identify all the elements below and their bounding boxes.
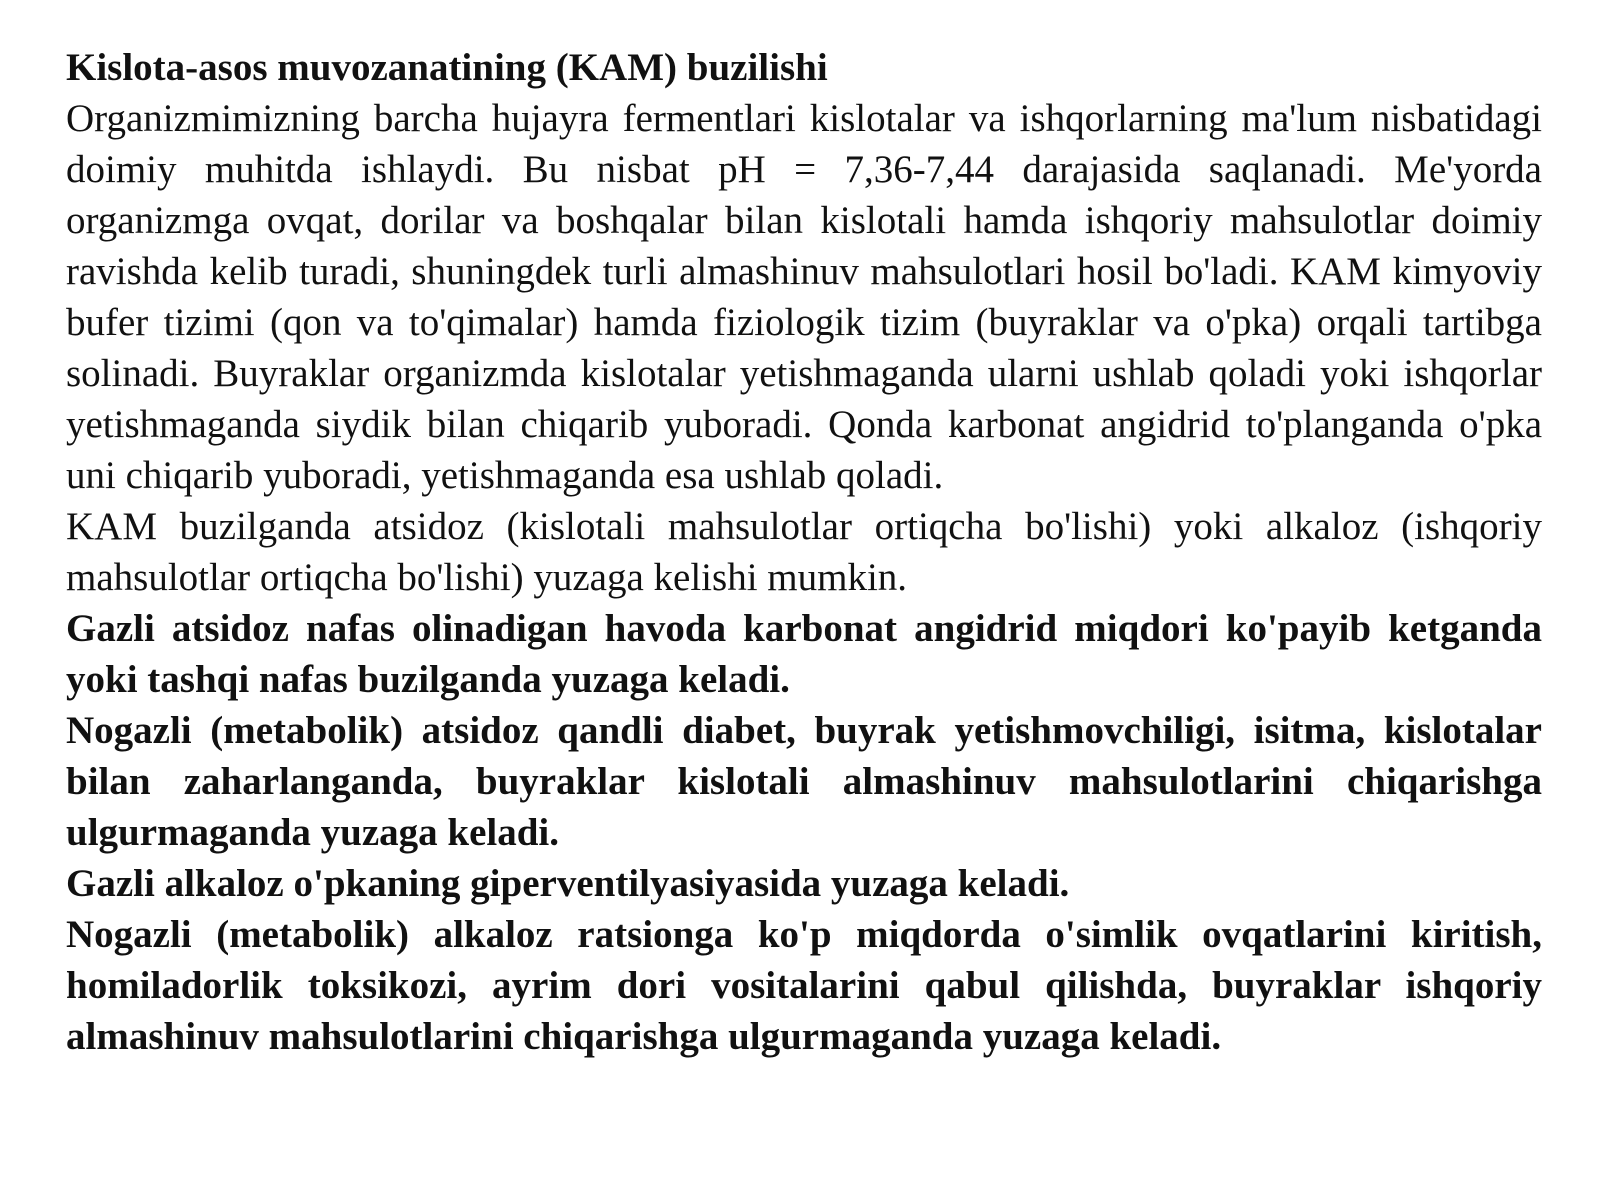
paragraph-gas-alkalosis: Gazli alkaloz o'pkaning giperventilyasiyasida yuzaga keladi. <box>66 862 1070 905</box>
paragraph-kam-disorders: KAM buzilganda atsidoz (kislotali mahsulotlar ortiqcha bo'lishi) yoki alkaloz (ishqoriy mahsulotlar ortiqcha bo'lishi) yuzaga kelishi mumkin. <box>66 505 1542 599</box>
paragraph-metabolic-alkalosis: Nogazli (metabolik) alkaloz ratsionga ko'p miqdorda o'simlik ovqatlarini kiritish, homiladorlik toksikozi, ayrim dori vositalarini qabul qilishda, buyraklar ishqoriy almashinuv mahsulotlarini chiqarishga ulgurmaganda yuzaga keladi. <box>66 913 1542 1058</box>
paragraph-gas-acidosis: Gazli atsidoz nafas olinadigan havoda karbonat angidrid miqdori ko'payib ketganda yoki tashqi nafas buzilganda yuzaga keladi. <box>66 607 1542 701</box>
paragraph-metabolic-acidosis: Nogazli (metabolik) atsidoz qandli diabet, buyrak yetishmovchiligi, isitma, kislotalar bilan zaharlanganda, buyraklar kislotali almashinuv mahsulotlarini chiqarishga ulgurmaganda yuzaga keladi. <box>66 709 1542 854</box>
paragraph-intro: Organizmimizning barcha hujayra fermentlari kislotalar va ishqorlarning ma'lum nisbatidagi doimiy muhitda ishlaydi. Bu nisbat pH = 7,36-7,44 darajasida saqlanadi. Me'yorda organizmga ovqat, dorilar va boshqalar bilan kislotali hamda ishqoriy mahsulotlar doimiy ravishda kelib turadi, shuningdek turli almashinuv mahsulotlari hosil bo'ladi. KAM kimyoviy bufer tizimi (qon va to'qimalar) hamda fiziologik tizim (buyraklar va o'pka) orqali tartibga solinadi. Buyraklar organizmda kislotalar yetishmaganda ularni ushlab qoladi yoki ishqorlar yetishmaganda siydik bilan chiqarib yuboradi. Qonda karbonat angidrid to'planganda o'pka uni chiqarib yuboradi, yetishmaganda esa ushlab qoladi. <box>66 97 1542 497</box>
document-title: Kislota-asos muvozanatining (KAM) buzilishi <box>66 46 828 89</box>
document-page <box>66 42 1542 1062</box>
